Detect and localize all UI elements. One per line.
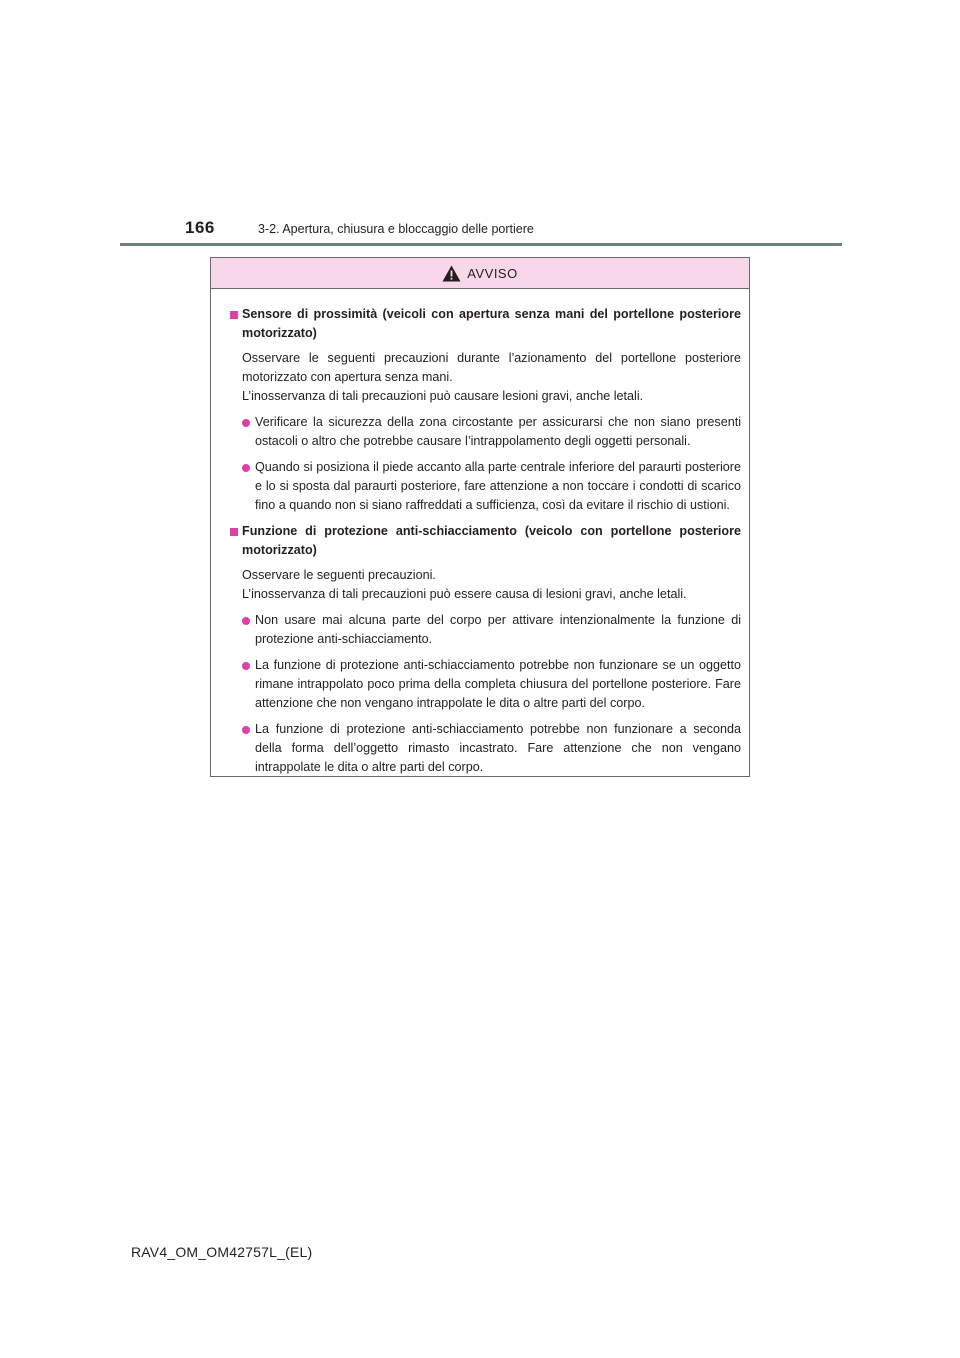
intro-line: L’inosservanza di tali precauzioni può essere causa di lesioni gravi, anche letali. — [242, 587, 687, 601]
warning-triangle-icon — [442, 265, 461, 282]
bullet-item — [242, 656, 741, 713]
round-bullet-icon — [242, 726, 250, 734]
header-rule — [120, 243, 842, 246]
section-heading-text: Funzione di protezione anti-schiacciamento (veicolo con portellone posteriore motorizzato) — [242, 524, 741, 557]
bullet-text: Non usare mai alcuna parte del corpo per attivare intenzionalmente la funzione di protezione anti-schiacciamento. — [255, 613, 741, 646]
manual-code: RAV4_OM_OM42757L_(EL) — [131, 1244, 313, 1260]
section-intro — [242, 566, 741, 604]
intro-line: L’inosservanza di tali precauzioni può causare lesioni gravi, anche letali. — [242, 389, 644, 403]
section-heading-proximity-sensor — [230, 305, 741, 343]
intro-line: Osservare le seguenti precauzioni. — [242, 568, 436, 582]
section-heading-text: Sensore di prossimità (veicoli con apertura senza mani del portellone posteriore motorizzato) — [242, 307, 741, 340]
warning-header — [211, 258, 749, 289]
round-bullet-icon — [242, 617, 250, 625]
section-intro — [242, 349, 741, 406]
warning-label: AVVISO — [467, 265, 518, 281]
square-bullet-icon — [230, 528, 238, 536]
bullet-item — [242, 413, 741, 451]
bullet-text: La funzione di protezione anti-schiacciamento potrebbe non funzionare a seconda della forma dell’oggetto rimasto incastrato. Fare attenzione che non vengano intrappolate le dita o altre parti del corpo. — [255, 722, 741, 774]
bullet-text: La funzione di protezione anti-schiacciamento potrebbe non funzionare se un oggetto rimane intrappolato poco prima della completa chiusura del portellone posteriore. Fare attenzione che non vengano intrappolate le dita o altre parti del corpo. — [255, 658, 741, 710]
page-number: 166 — [185, 218, 215, 237]
round-bullet-icon — [242, 419, 250, 427]
round-bullet-icon — [242, 464, 250, 472]
warning-body — [211, 289, 749, 777]
bullet-text: Quando si posiziona il piede accanto alla parte centrale inferiore del paraurti posteriore e lo si sposta dal paraurti posteriore, fare attenzione a non toccare i condotti di scarico fino a quando non si siano raffreddati a sufficienza, così da evitare il rischio di ustioni. — [255, 460, 741, 512]
bullet-item — [242, 720, 741, 777]
section-title: 3-2. Apertura, chiusura e bloccaggio delle portiere — [258, 222, 534, 236]
round-bullet-icon — [242, 662, 250, 670]
bullet-item — [242, 611, 741, 649]
square-bullet-icon — [230, 311, 238, 319]
bullet-text: Verificare la sicurezza della zona circostante per assicurarsi che non siano presenti ostacoli o altro che potrebbe causare l’intrappolamento degli oggetti personali. — [255, 415, 741, 448]
warning-box — [210, 257, 750, 777]
section-heading-anti-pinch — [230, 522, 741, 560]
intro-line: Osservare le seguenti precauzioni durante l’azionamento del portellone posteriore motorizzato con apertura senza mani. — [242, 351, 741, 384]
bullet-item — [242, 458, 741, 515]
